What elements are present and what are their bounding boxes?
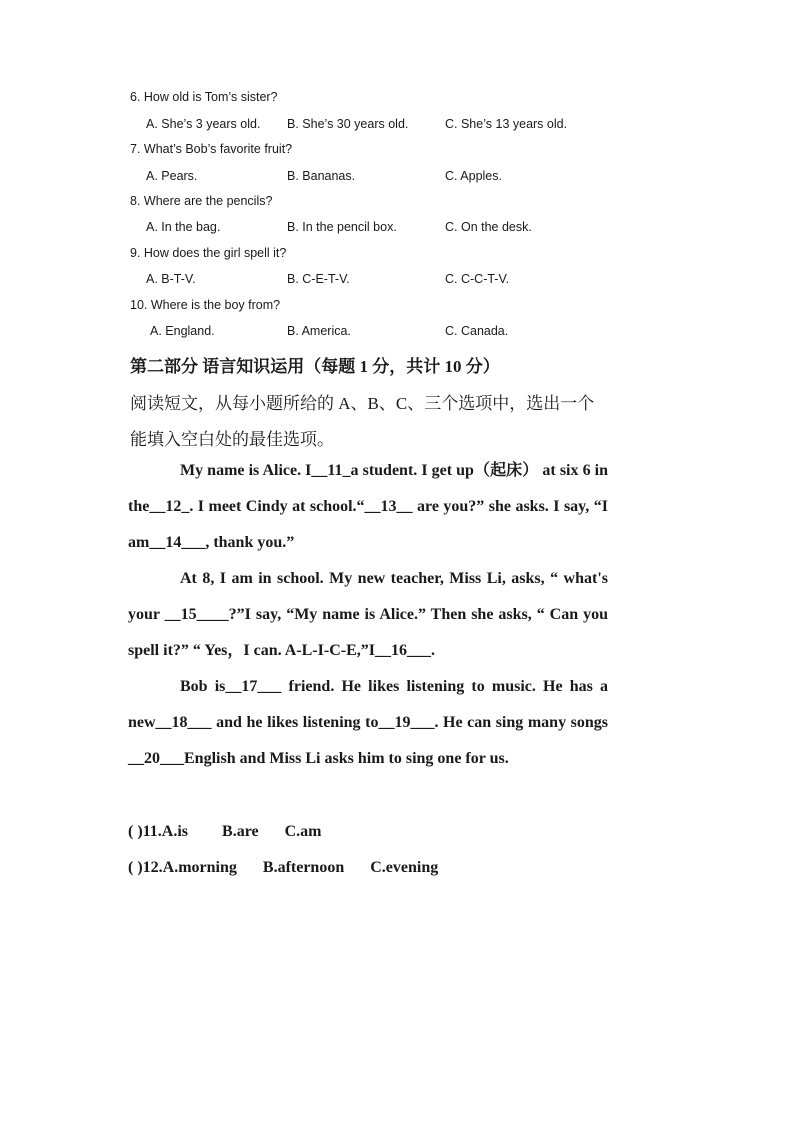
question-8: 8. Where are the pencils? (130, 194, 273, 208)
option-c: C. C-C-T-V. (445, 272, 510, 286)
options-9 (146, 272, 706, 288)
choice-c: C.evening (370, 859, 439, 876)
choice-b: B.are (222, 823, 259, 840)
option-b: B. America. (287, 324, 351, 338)
question-6: 6. How old is Tom’s sister? (130, 90, 278, 104)
passage-paragraph-1: My name is Alice. I__11_a student. I get up（起床） at six 6 in the__12_. I meet Cindy at school.“__13__ are you?” she asks. I say, “I am__14___, thank you.” (128, 462, 608, 551)
option-b: B. Bananas. (287, 169, 356, 183)
answer-row-12 (128, 859, 438, 877)
choice-b: B.afternoon (262, 859, 345, 876)
choice-a: A.morning (162, 859, 237, 876)
choice-c: C.am (284, 823, 322, 840)
options-10 (146, 324, 706, 340)
option-c: C. Canada. (445, 324, 509, 338)
question-10: 10. Where is the boy from? (130, 298, 281, 312)
option-c: C. Apples. (445, 169, 502, 183)
option-b: B. C-E-T-V. (287, 272, 350, 286)
instruction-line-2: 能填入空白处的最佳选项。 (130, 430, 334, 449)
options-6 (146, 117, 706, 133)
choice-a: A.is (161, 823, 189, 840)
question-9: 9. How does the girl spell it? (130, 246, 287, 260)
option-b: B. In the pencil box. (287, 220, 397, 234)
option-a: A. Pears. (146, 169, 198, 183)
option-c: C. On the desk. (445, 220, 532, 234)
passage-paragraph-3: Bob is__17___ friend. He likes listening to music. He has a new__18___ and he likes listening to__19___. He can sing many songs __20___English and Miss Li asks him to sing one for us. (128, 678, 608, 767)
options-7 (146, 169, 706, 185)
answer-row-11 (128, 823, 322, 841)
option-c: C. She’s 13 years old. (445, 117, 568, 131)
instruction-line-1: 阅读短文，从每小题所给的 A、B、C、三个选项中，选出一个 (130, 394, 595, 413)
section-heading: 第二部分 语言知识运用（每题 1 分，共计 10 分） (130, 357, 500, 376)
option-a: A. In the bag. (146, 220, 221, 234)
question-7: 7. What’s Bob’s favorite fruit? (130, 142, 293, 156)
question-number: 12. (142, 859, 163, 876)
answer-bracket[interactable]: ( ) (128, 823, 143, 840)
option-b: B. She’s 30 years old. (287, 117, 409, 131)
option-a: A. She’s 3 years old. (146, 117, 261, 131)
question-number: 11. (142, 823, 162, 840)
option-a: A. England. (150, 324, 215, 338)
options-8 (146, 220, 706, 236)
passage-paragraph-2: At 8, I am in school. My new teacher, Miss Li, asks, “ what's your __15____?”I say, “My name is Alice.” Then she asks, “ Can you spell it?” “ Yes，I can. A-L-I-C-E,”I__16___. (128, 570, 608, 659)
answer-bracket[interactable]: ( ) (128, 859, 143, 876)
cloze-passage (128, 453, 608, 777)
option-a: A. B-T-V. (146, 272, 196, 286)
